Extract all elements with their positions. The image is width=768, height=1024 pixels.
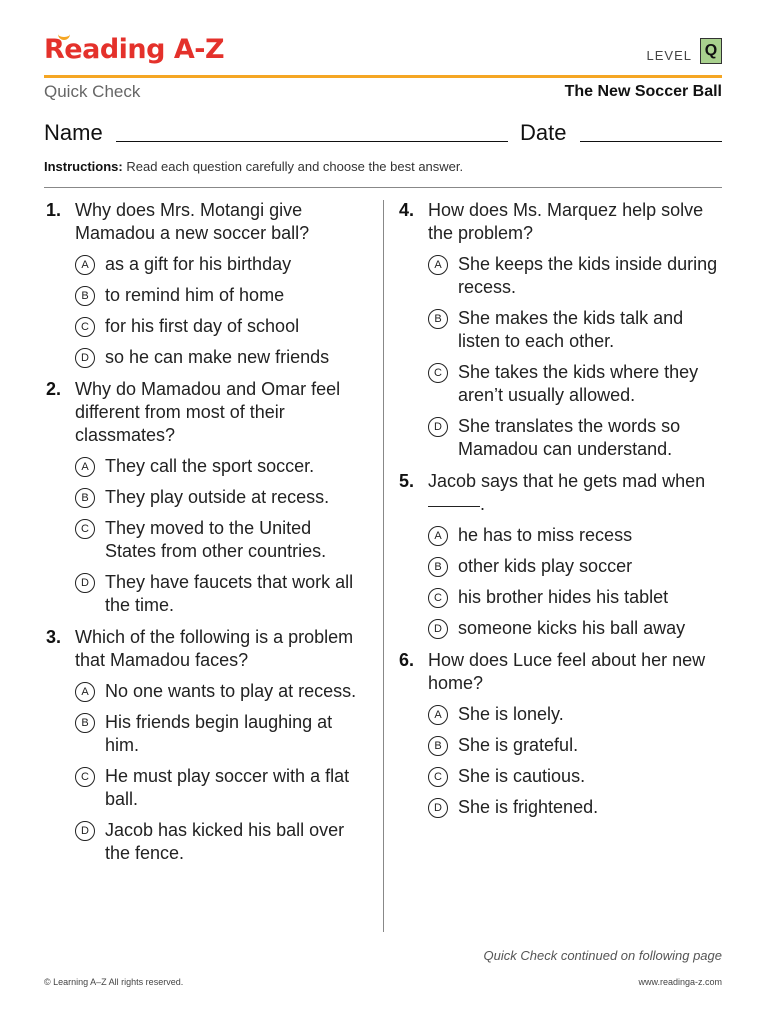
question-text: Which of the following is a problem that Mamadou faces? — [75, 627, 354, 670]
answer-option[interactable] — [399, 555, 719, 578]
answer-option[interactable] — [46, 455, 366, 478]
name-date-row — [44, 120, 722, 150]
answer-text: She keeps the kids inside during recess. — [458, 254, 718, 297]
question-2 — [46, 378, 366, 617]
left-column — [46, 199, 366, 874]
answer-text: She is frightened. — [458, 797, 599, 817]
answer-text: They call the sport soccer. — [105, 456, 315, 476]
question-text: Why do Mamadou and Omar feel different from most of their classmates? — [75, 379, 341, 445]
question-1 — [46, 199, 366, 369]
instructions — [44, 159, 463, 174]
answer-text: for his first day of school — [105, 316, 300, 336]
header-divider — [44, 75, 722, 78]
answer-option[interactable] — [46, 346, 366, 369]
answer-option[interactable] — [46, 765, 366, 811]
answer-bubble-icon[interactable]: A — [75, 457, 95, 477]
question-number: 3. — [46, 627, 62, 647]
continued-note: Quick Check continued on following page — [483, 948, 722, 963]
answer-option[interactable] — [399, 703, 719, 726]
name-label: Name — [44, 120, 103, 145]
answer-option[interactable] — [46, 517, 366, 563]
answer-bubble-icon[interactable]: D — [75, 348, 95, 368]
answer-bubble-icon[interactable]: A — [75, 255, 95, 275]
answer-text: someone kicks his ball away — [458, 618, 686, 638]
answer-bubble-icon[interactable]: C — [75, 317, 95, 337]
answer-text: She is grateful. — [458, 735, 579, 755]
answer-option[interactable] — [46, 284, 366, 307]
answer-bubble-icon[interactable]: D — [428, 798, 448, 818]
question-number: 2. — [46, 379, 62, 399]
answer-option[interactable] — [399, 361, 719, 407]
question-number: 1. — [46, 200, 62, 220]
question-5 — [399, 470, 719, 640]
answer-text: Jacob has kicked his ball over the fence. — [105, 820, 345, 863]
column-divider — [383, 200, 384, 932]
answer-text: She is cautious. — [458, 766, 586, 786]
answer-text: to remind him of home — [105, 285, 285, 305]
answer-text: as a gift for his birthday — [105, 254, 292, 274]
question-text: How does Luce feel about her new home? — [428, 650, 706, 693]
answer-option[interactable] — [46, 486, 366, 509]
book-title: The New Soccer Ball — [564, 83, 722, 100]
answer-option[interactable] — [399, 765, 719, 788]
answer-bubble-icon[interactable]: D — [428, 417, 448, 437]
answer-text: He must play soccer with a flat ball. — [105, 766, 350, 809]
answer-option[interactable] — [46, 711, 366, 757]
answer-text: he has to miss recess — [458, 525, 633, 545]
answer-bubble-icon[interactable]: D — [75, 573, 95, 593]
answer-bubble-icon[interactable]: B — [428, 557, 448, 577]
question-text — [428, 470, 719, 516]
logo-text: Reading A-Z — [44, 34, 225, 65]
answer-bubble-icon[interactable]: A — [428, 255, 448, 275]
fill-in-blank — [428, 506, 480, 507]
answer-option[interactable] — [399, 253, 719, 299]
page-subtitle: Quick Check — [44, 82, 141, 101]
answer-text: his brother hides his tablet — [458, 587, 669, 607]
level-label: LEVEL — [646, 48, 692, 63]
instructions-text: Read each question carefully and choose the best answer. — [122, 159, 464, 174]
question-text-start: Jacob says that he gets mad when — [428, 471, 706, 491]
question-number: 4. — [399, 200, 415, 220]
answer-text: They play outside at recess. — [105, 487, 330, 507]
question-4 — [399, 199, 719, 461]
answer-bubble-icon[interactable]: C — [428, 588, 448, 608]
answer-bubble-icon[interactable]: C — [428, 767, 448, 787]
answer-bubble-icon[interactable]: A — [428, 526, 448, 546]
name-field[interactable] — [116, 141, 508, 142]
right-column — [399, 199, 719, 828]
answer-bubble-icon[interactable]: B — [75, 713, 95, 733]
instructions-label: Instructions: — [44, 159, 123, 174]
website-link[interactable]: www.readinga-z.com — [638, 977, 722, 987]
answer-option[interactable] — [399, 524, 719, 547]
answer-option[interactable] — [46, 253, 366, 276]
date-label: Date — [520, 120, 567, 145]
answer-bubble-icon[interactable]: B — [75, 286, 95, 306]
answer-option[interactable] — [46, 680, 366, 703]
answer-bubble-icon[interactable]: C — [428, 363, 448, 383]
answer-option[interactable] — [399, 307, 719, 353]
answer-option[interactable] — [399, 734, 719, 757]
answer-text: so he can make new friends — [105, 347, 330, 367]
answer-option[interactable] — [46, 571, 366, 617]
answer-text: She translates the words so Mamadou can understand. — [458, 416, 681, 459]
answer-bubble-icon[interactable]: B — [75, 488, 95, 508]
answer-bubble-icon[interactable]: D — [75, 821, 95, 841]
level-indicator — [647, 38, 722, 64]
answer-bubble-icon[interactable]: A — [428, 705, 448, 725]
question-6 — [399, 649, 719, 819]
answer-option[interactable] — [399, 586, 719, 609]
copyright-notice: © Learning A–Z All rights reserved. — [44, 977, 184, 987]
answer-option[interactable] — [46, 315, 366, 338]
reading-az-logo — [44, 34, 224, 74]
answer-option[interactable] — [399, 617, 719, 640]
answer-text: His friends begin laughing at him. — [105, 712, 333, 755]
date-field[interactable] — [580, 141, 722, 142]
answer-option[interactable] — [399, 796, 719, 819]
answer-text: They have faucets that work all the time. — [105, 572, 354, 615]
answer-bubble-icon[interactable]: C — [75, 519, 95, 539]
answer-text: She is lonely. — [458, 704, 564, 724]
question-number: 5. — [399, 471, 415, 491]
question-number: 6. — [399, 650, 415, 670]
answer-bubble-icon[interactable]: C — [75, 767, 95, 787]
instructions-divider — [44, 187, 722, 188]
answer-bubble-icon[interactable]: B — [428, 736, 448, 756]
question-text: How does Ms. Marquez help solve the problem? — [428, 200, 704, 243]
answer-text: She takes the kids where they aren’t usually allowed. — [458, 362, 699, 405]
answer-text: They moved to the United States from other countries. — [105, 518, 327, 561]
question-text-end: . — [480, 494, 486, 514]
answer-text: other kids play soccer — [458, 556, 633, 576]
answer-bubble-icon[interactable]: A — [75, 682, 95, 702]
answer-text: No one wants to play at recess. — [105, 681, 357, 701]
answer-option[interactable] — [399, 415, 719, 461]
level-badge: Q — [700, 38, 722, 64]
question-text: Why does Mrs. Motangi give Mamadou a new soccer ball? — [75, 200, 310, 243]
answer-text: She makes the kids talk and listen to each other. — [458, 308, 684, 351]
answer-option[interactable] — [46, 819, 366, 865]
answer-bubble-icon[interactable]: B — [428, 309, 448, 329]
answer-bubble-icon[interactable]: D — [428, 619, 448, 639]
question-3 — [46, 626, 366, 865]
